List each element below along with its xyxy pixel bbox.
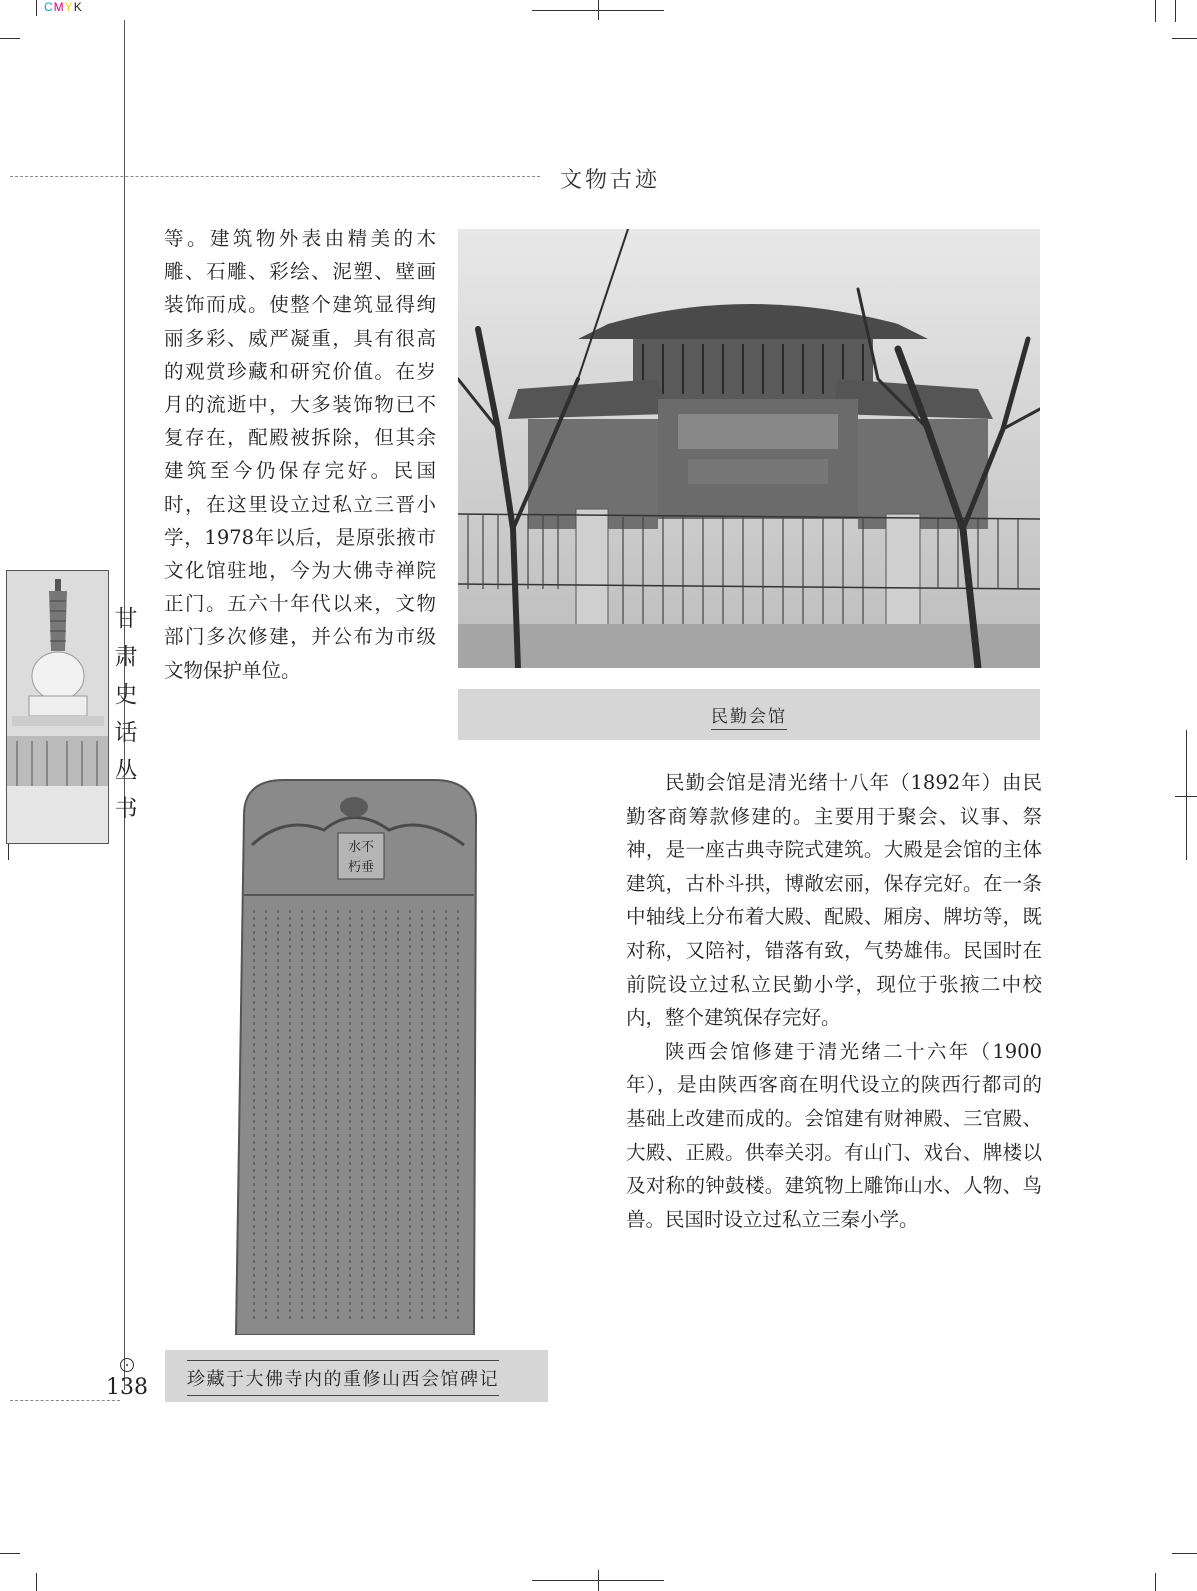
crop-mark	[1175, 796, 1197, 797]
crop-mark	[1172, 1553, 1197, 1554]
left-text-column: 等。建筑物外表由精美的木雕、石雕、彩绘、泥塑、壁画装饰而成。使整个建筑显得绚丽多彩、威严凝重，具有很高的观赏珍藏和研究价值。在岁月的流逝中，大多装饰物已不复存在，配殿被拆除，但其余建筑至今仍保存完好。民国时，在这里设立过私立三晋小学，1978年以后，是原张掖市文化馆驻地，今为大佛寺禅院正门。五六十年代以来，文物部门多次修建，并公布为市级文物保护单位。	[164, 227, 436, 682]
crop-mark	[1175, 0, 1176, 22]
paragraph-shaanxi: 陕西会馆修建于清光绪二十六年（1900年），是由陕西客商在明代设立的陕西行都司的基础上改建而成的。会馆建有财神殿、三官殿、大殿、正殿。供奉关羽。有山门、戏台、牌楼以及对称的钟鼓楼。建筑物上雕饰山水、人物、鸟兽。民国时设立过私立三秦小学。	[626, 1039, 1042, 1231]
crop-mark	[36, 0, 37, 16]
crop-mark	[1186, 730, 1187, 860]
series-char: 话	[114, 720, 138, 746]
pagoda-thumbnail	[6, 570, 109, 844]
photo-caption	[458, 702, 1040, 727]
cmyk-k: K	[73, 0, 83, 14]
crop-mark	[1155, 1573, 1156, 1591]
stele-inscription-top: 水不	[347, 840, 375, 855]
crop-mark	[0, 1553, 20, 1554]
stele-caption-box	[165, 1350, 548, 1402]
crop-mark	[598, 1570, 599, 1591]
series-char: 肃	[114, 644, 138, 670]
stele-caption: 珍藏于大佛寺内的重修山西会馆碑记	[187, 1360, 499, 1396]
series-char: 史	[114, 682, 138, 708]
stele-photo	[224, 775, 486, 1335]
photo-illustration	[458, 229, 1040, 668]
photo-caption-box	[458, 689, 1040, 740]
photo-caption-text: 民勤会馆	[711, 707, 787, 730]
page-number: 138	[106, 1375, 148, 1400]
paragraph-minqin: 民勤会馆是清光绪十八年（1892年）由民勤客商筹款修建的。主要用于聚会、议事、祭神，是一座古典寺院式建筑。大殿是会馆的主体建筑，古朴斗拱，博敞宏丽，保存完好。在一条中轴线上分布着大殿、配殿、厢房、牌坊等，既对称，又陪衬，错落有致，气势雄伟。民国时在前院设立过私立民勤小学，现位于张掖二中校内，整个建筑保存完好。	[626, 771, 1042, 1030]
cmyk-color-bar	[44, 0, 83, 14]
crop-mark	[1155, 0, 1156, 22]
stele-illustration	[224, 775, 486, 1335]
series-char: 书	[114, 796, 138, 822]
series-char: 甘	[114, 606, 138, 632]
right-text-column	[626, 766, 1042, 1236]
cmyk-c: C	[44, 0, 54, 14]
crop-mark	[1172, 38, 1197, 39]
crop-mark	[0, 38, 20, 39]
crop-mark	[598, 0, 599, 20]
pagoda-illustration	[7, 571, 108, 843]
page-marker-icon	[120, 1358, 134, 1372]
minqin-guild-hall-photo	[458, 229, 1040, 668]
crop-mark	[36, 1573, 37, 1591]
series-char: 丛	[114, 758, 138, 784]
section-title: 文物古迹	[560, 168, 661, 193]
cmyk-y: Y	[64, 0, 74, 14]
series-title-vertical	[112, 600, 140, 828]
stele-inscription-mid: 朽垂	[347, 860, 375, 875]
header-dashed-rule	[10, 176, 540, 177]
cmyk-m: M	[53, 0, 65, 14]
footer-dashed-rule	[10, 1400, 120, 1401]
